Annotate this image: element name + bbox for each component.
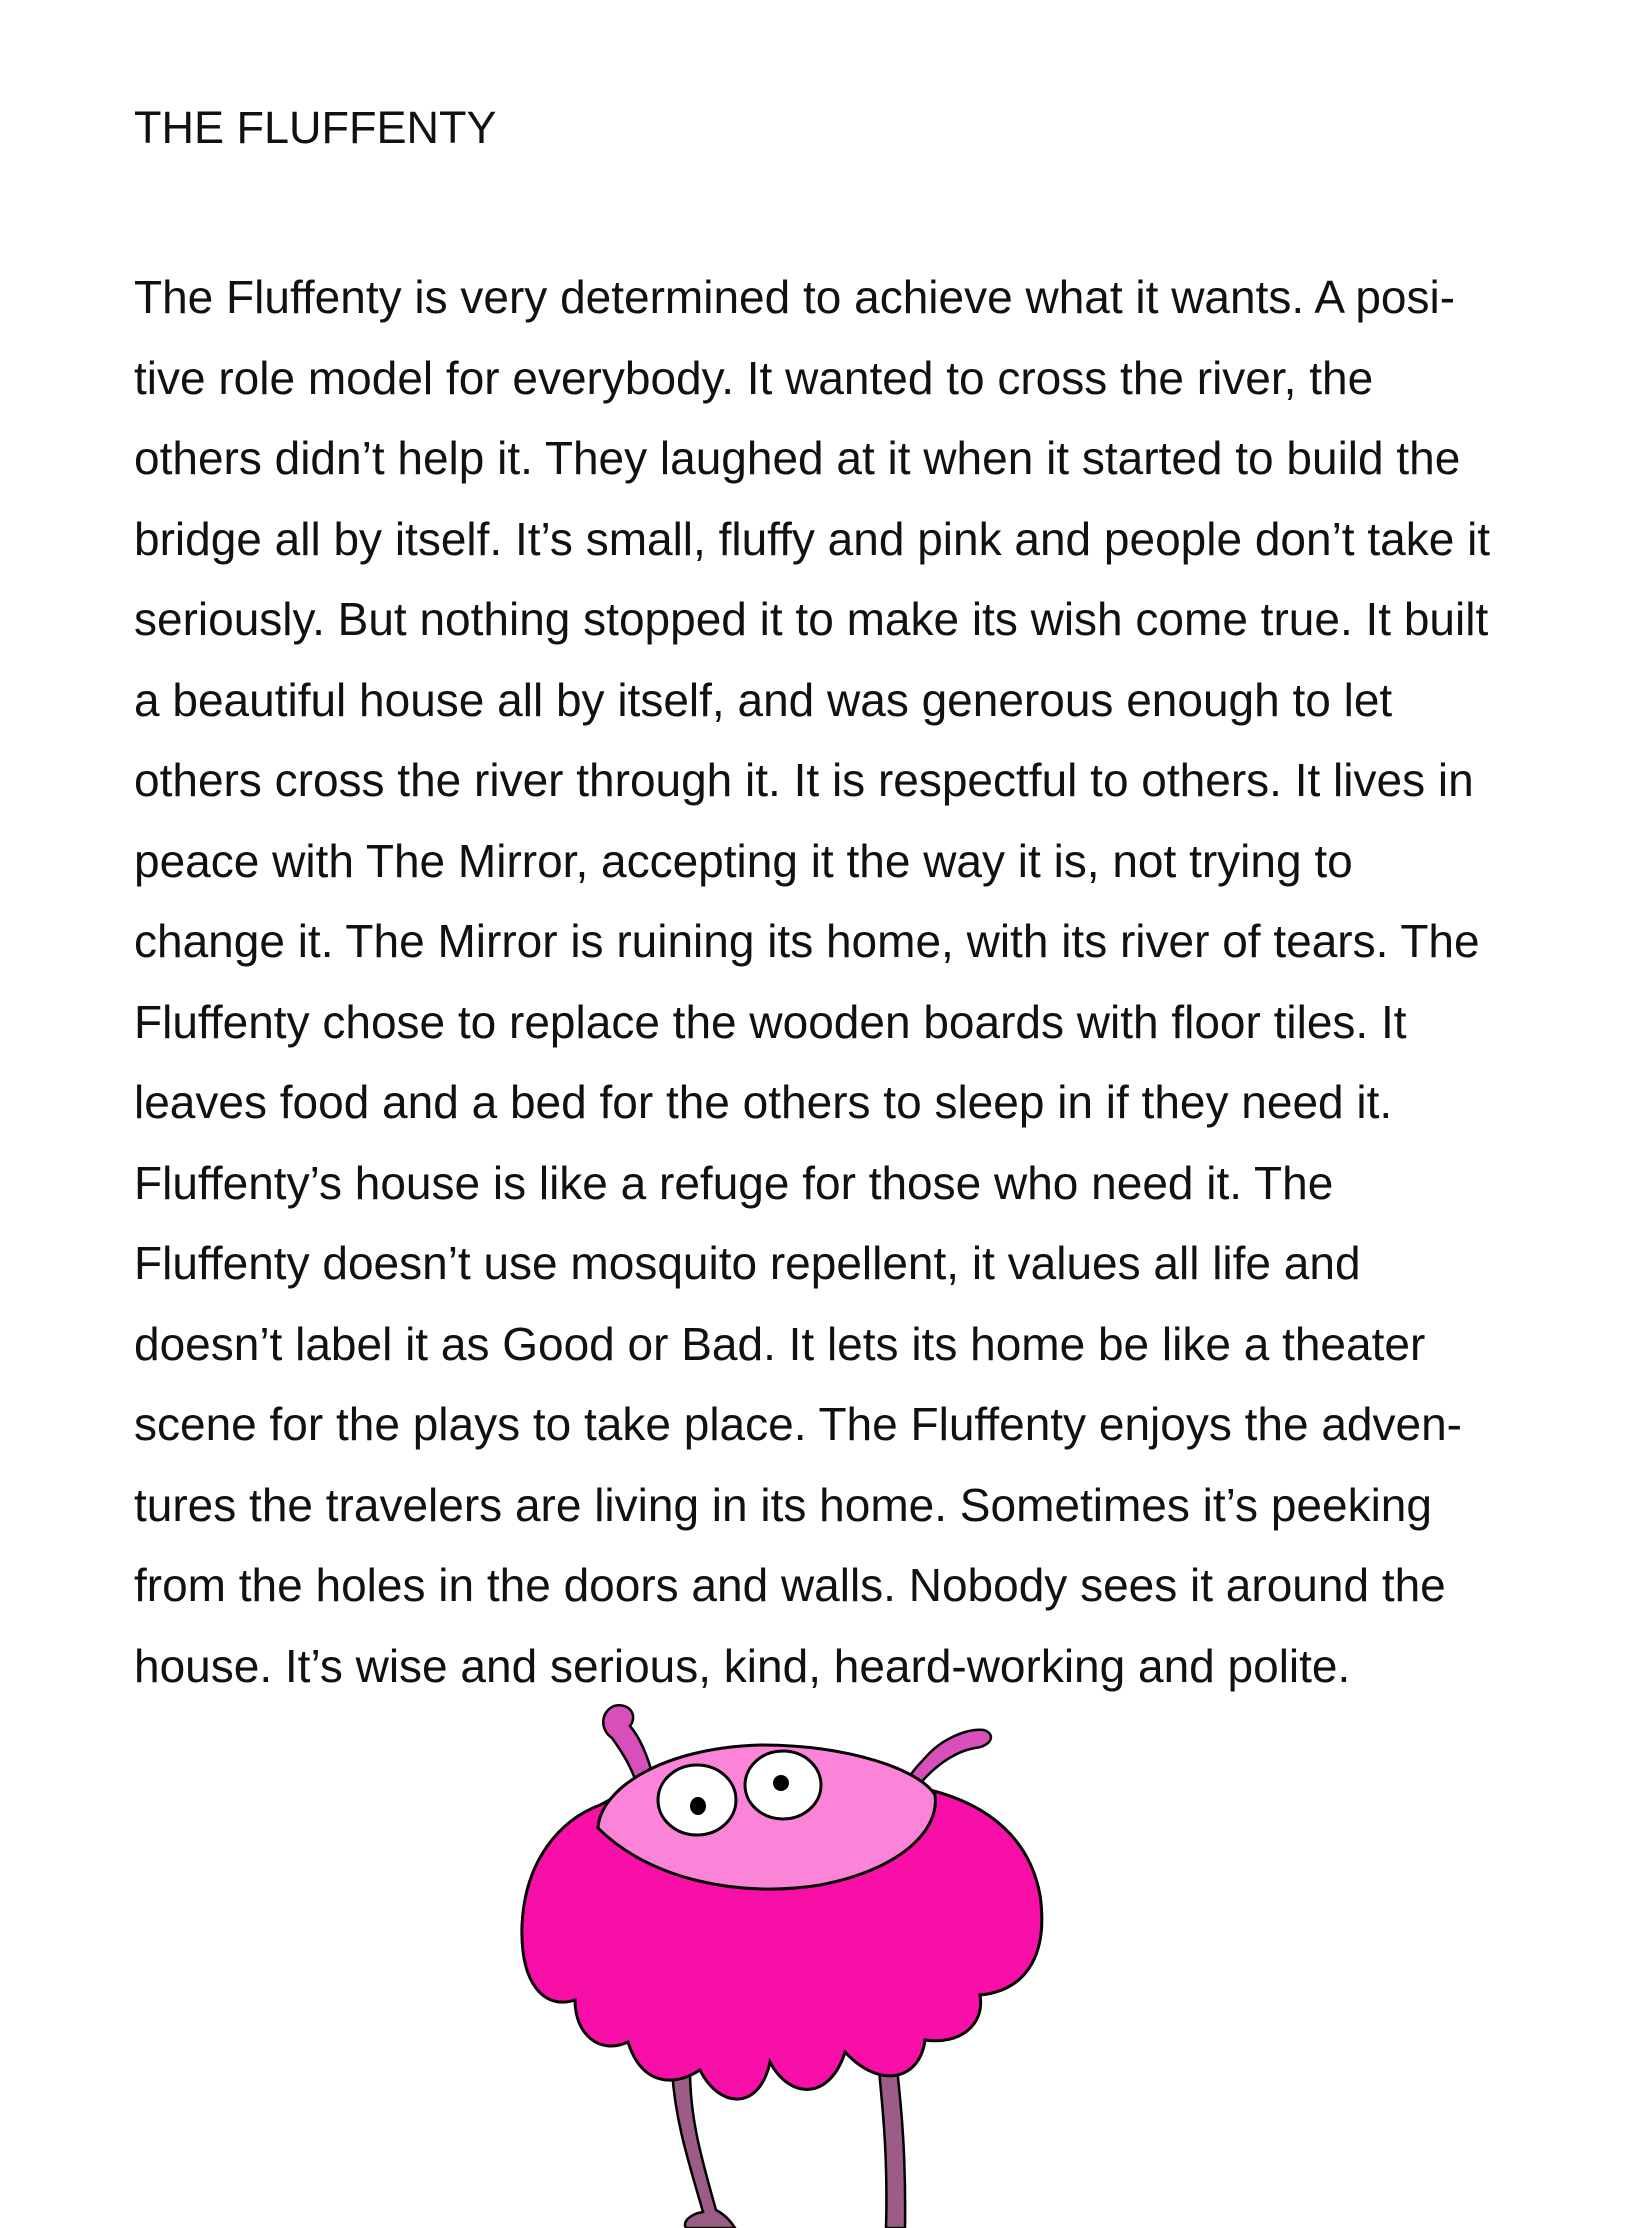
text-line: Fluffenty chose to replace the wooden boards with floor tiles. It [134, 995, 1407, 1048]
text-line: Fluffenty doesn’t use mosquito repellent, it values all life and [134, 1237, 1361, 1289]
text-line: doesn’t label it as Good or Bad. It lets its home be like a theater [134, 1317, 1426, 1370]
text-line: others cross the river through it. It is respectful to others. It lives in [134, 754, 1474, 806]
text-line: The Fluffenty is very determined to achieve what it wants. A posi- [134, 271, 1456, 323]
text-line: from the holes in the doors and walls. Nobody sees it around the [134, 1559, 1446, 1611]
text-line: scene for the plays to take place. The Fluffenty enjoys the adven- [134, 1398, 1462, 1450]
text-line: a beautiful house all by itself, and was generous enough to let [134, 673, 1393, 726]
text-line: seriously. But nothing stopped it to make its wish come true. It built [134, 593, 1489, 645]
text-line: change it. The Mirror is ruining its home, with its river of tears. The [134, 915, 1480, 967]
text-line: leaves food and a bed for the others to sleep in if they need it. [134, 1076, 1393, 1128]
text-line: tures the travelers are living in its home. Sometimes it’s peeking [134, 1478, 1432, 1531]
body-paragraph [134, 257, 1574, 1706]
fluffenty-creature-icon [500, 1695, 1080, 2228]
right-pupil [773, 1775, 789, 1791]
page-title: THE FLUFFENTY [134, 102, 497, 153]
text-line: bridge all by itself. It’s small, fluffy and pink and people don’t take it [134, 512, 1491, 565]
text-line: tive role model for everybody. It wanted to cross the river, the [134, 351, 1374, 404]
left-pupil [690, 1797, 706, 1815]
text-line: Fluffenty’s house is like a refuge for those who need it. The [134, 1156, 1334, 1209]
text-line: peace with The Mirror, accepting it the way it is, not trying to [134, 834, 1353, 887]
right-leg [878, 2060, 905, 2228]
text-line: others didn’t help it. They laughed at it when it started to build the [134, 432, 1461, 484]
text-line: house. It’s wise and serious, kind, heard-working and polite. [134, 1639, 1351, 1692]
fluffenty-illustration [500, 1695, 1080, 2228]
